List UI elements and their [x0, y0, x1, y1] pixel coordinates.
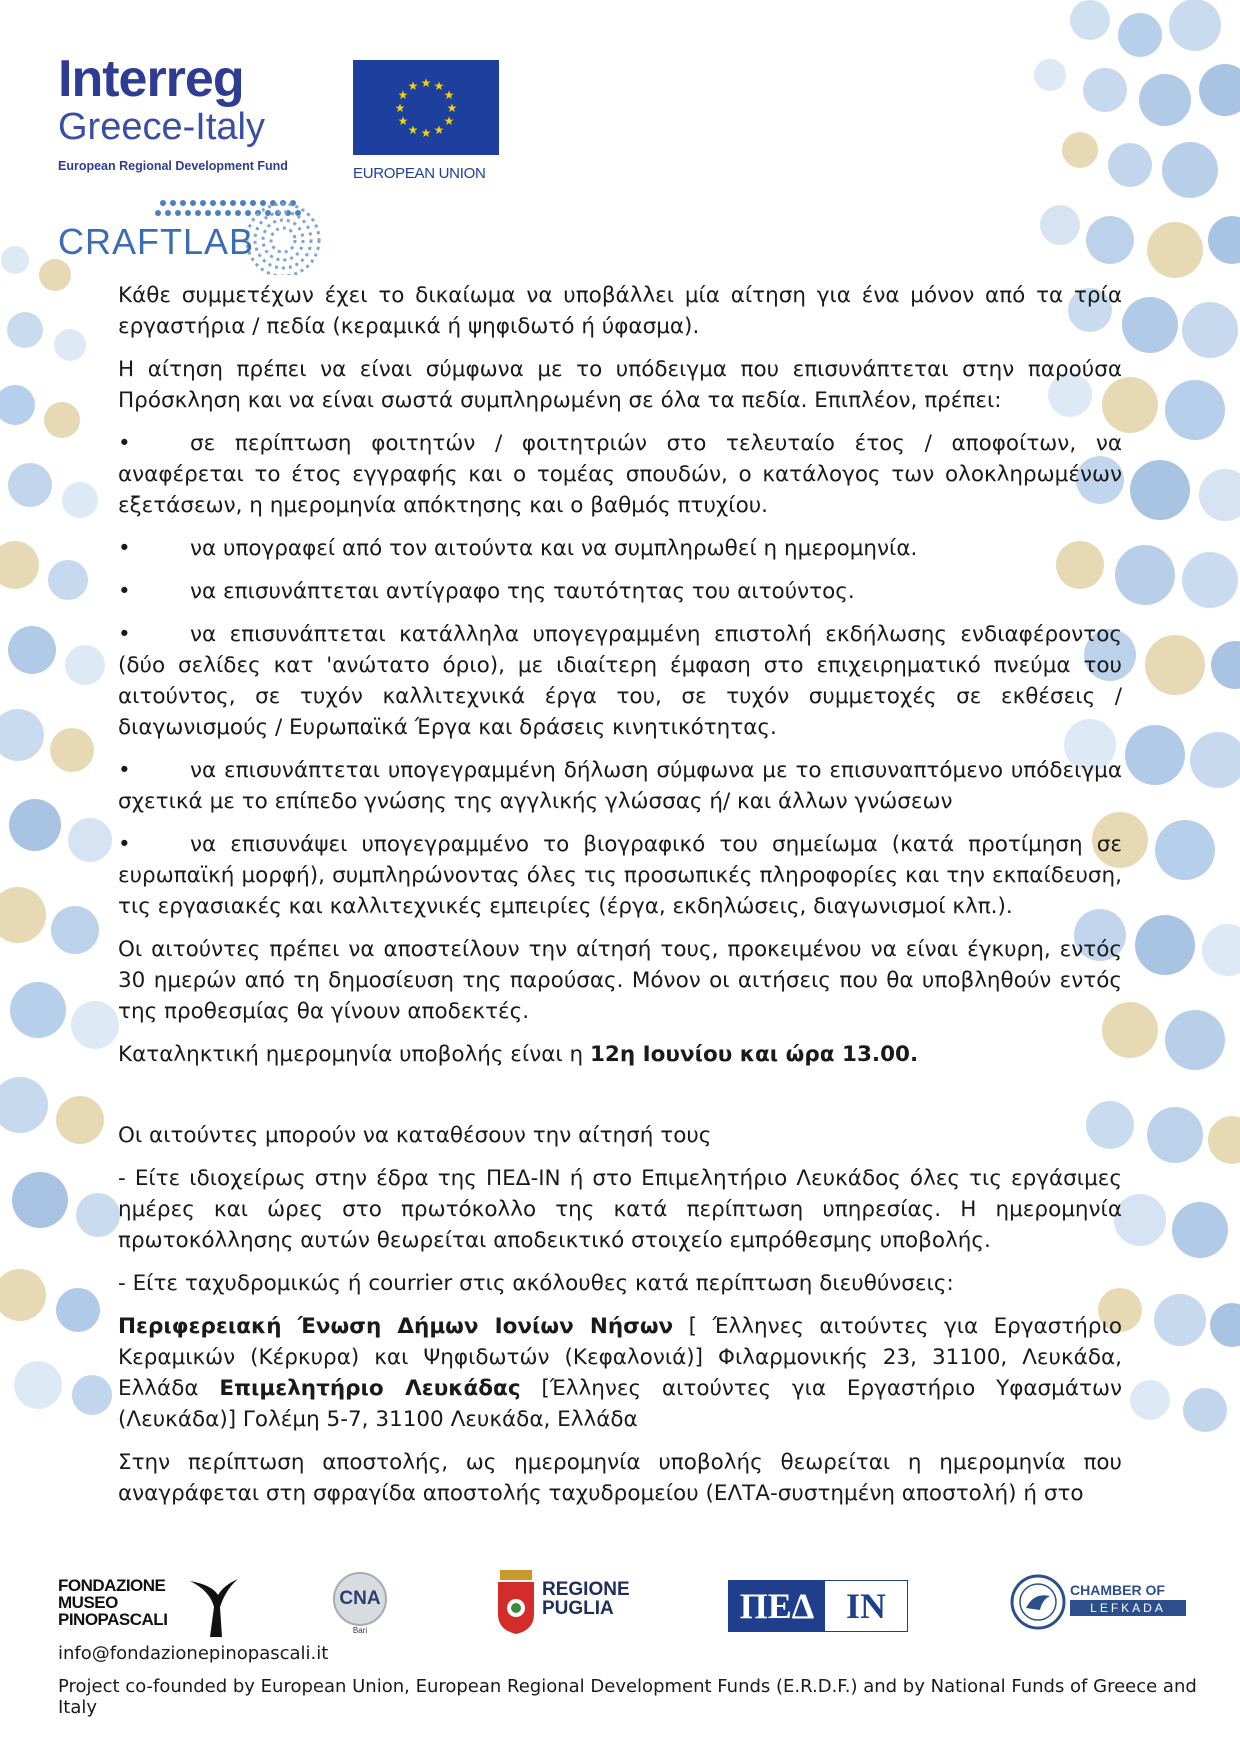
paragraph-addresses — [118, 1311, 1122, 1435]
paragraph-deadline — [118, 1039, 1122, 1070]
ped-in-logo — [728, 1580, 908, 1632]
list-item-text: να επισυνάπτεται κατάλληλα υπογεγραμμένη επιστολή εκδήλωσης ενδιαφέροντος (δύο σελίδες κατ 'ανώτατο όριο), με ιδιαίτερη έμφαση στο επιχειρηματικό πνεύμα του αιτούντος, σε τυχόν καλλιτεχνικά έργα του, σε τυχόν συμμετοχές σε εκθέσεις / διαγωνισμούς / Ευρωπαϊκά Έργα και δράσεις κινητικότητας. — [118, 622, 1122, 740]
list-item — [118, 428, 1122, 521]
list-item — [118, 576, 1122, 607]
address-1-name: Περιφερειακή Ένωση Δήμων Ιονίων Νήσων — [118, 1314, 674, 1339]
address-1-text: [ Έλληνες αιτούντες για Εργαστήριο Κεραμικών (Κέρκυρα) και Ψηφιδωτών (Κεφαλονιά)] Φιλαρμονικής 23, 31100, Λευκάδα, Ελλάδα — [118, 1314, 1122, 1401]
paragraph-submission-methods: Οι αιτούντες μπορούν να καταθέσουν την αίτησή τους — [118, 1123, 712, 1148]
paragraph-postmark: Στην περίπτωση αποστολής, ως ημερομηνία υποβολής θεωρείται η ημερομηνία που αναγράφεται στη σφραγίδα αποστολής ταχυδρομείου (ΕΛΤΑ-συστημένη αποστολή) ή στο — [118, 1450, 1122, 1506]
svg-text:★: ★ — [446, 101, 458, 115]
fondazione-line1: FONDAZIONE — [58, 1576, 166, 1595]
cna-logo — [333, 1572, 393, 1634]
dots-left — [0, 246, 120, 1415]
contact-email[interactable]: info@fondazionepinopascali.it — [58, 1643, 329, 1664]
interreg-logo-title: Interreg — [58, 50, 244, 108]
address-2-name: Επιμελητήριο Λευκάδας — [219, 1376, 521, 1401]
paragraph-by-post: - Είτε ταχυδρομικώς ή courrier στις ακόλουθες κατά περίπτωση διευθύνσεις: — [118, 1271, 954, 1296]
eu-logo-label: EUROPEAN UNION — [353, 165, 486, 182]
eu-flag-icon — [353, 60, 499, 155]
ped-in-right: IN — [845, 1586, 886, 1626]
chamber-line1: CHAMBER OF — [1070, 1582, 1165, 1598]
regione-puglia-logo — [496, 1568, 631, 1638]
svg-text:★: ★ — [397, 114, 409, 128]
fondazione-line2: MUSEO — [58, 1593, 118, 1612]
puglia-line1: REGIONE — [542, 1579, 630, 1600]
bullet: • — [118, 431, 131, 456]
svg-text:★: ★ — [397, 88, 409, 102]
address-2-text: [Έλληνες αιτούντες για Εργαστήριο Υφασμάτων (Λευκάδα)] Γολέμη 5-7, 31100 Λευκάδα, Ελλάδα — [118, 1376, 1122, 1432]
list-item — [118, 829, 1122, 922]
list-item — [118, 755, 1122, 817]
fondazione-line3: PINOPASCALI — [58, 1610, 168, 1629]
paragraph-submission-window: Οι αιτούντες πρέπει να αποστείλουν την αίτησή τους, προκειμένου να είναι έγκυρη, εντός 30 ημερών από τη δημοσίευση της παρούσας. Μόνον οι αιτήσεις που θα υποβληθούν εντός της προθεσμίας θα γίνουν αποδεκτές. — [118, 937, 1122, 1024]
list-item-text: να επισυνάψει υπογεγραμμένο το βιογραφικό του σημείωμα (κατά προτίμηση σε ευρωπαϊκή μορφή), συμπληρώνοντας όλες τις προσωπικές πληροφορίες και την εκπαίδευση, τις εργασιακές και καλλιτεχνικές εμπειρίες (έργα, εκδηλώσεις, διαγωνισμοί κλπ.). — [118, 832, 1122, 919]
svg-text:★: ★ — [433, 123, 445, 137]
svg-text:★: ★ — [420, 76, 432, 90]
list-item-text: σε περίπτωση φοιτητών / φοιτητριών στο τελευταίο έτος / αποφοίτων, να αναφέρεται το έτος εγγραφής και ο τομέας σπουδών, ο κατάλογος των ολοκληρωμένων εξετάσεων, η ημερομηνία απόκτησης και ο βαθμός πτυχίου. — [118, 431, 1122, 518]
svg-text:★: ★ — [443, 114, 455, 128]
paragraph-eligibility: Κάθε συμμετέχων έχει το δικαίωμα να υποβάλλει μία αίτηση για ένα μόνον από τα τρία εργαστήρια / πεδία (κεραμικά ή ψηφιδωτό ή ύφασμα). — [118, 283, 1122, 339]
chamber-lefkada-logo — [1010, 1574, 1186, 1634]
svg-text:★: ★ — [394, 101, 406, 115]
document-body — [118, 280, 1122, 1521]
svg-text:★: ★ — [407, 123, 419, 137]
interreg-logo — [58, 52, 343, 187]
list-item-text: να υπογραφεί από τον αιτούντα και να συμπληρωθεί η ημερομηνία. — [190, 536, 918, 561]
list-item — [118, 533, 1122, 564]
bullet: • — [118, 758, 131, 783]
list-item-text: να επισυνάπτεται υπογεγραμμένη δήλωση σύμφωνα με το επισυναπτόμενο υπόδειγμα σχετικά με το επίπεδο γνώσης της αγγλικής γλώσσας ή/ και άλλων γνώσεων — [118, 758, 1122, 814]
cna-logo-city: Bari — [352, 1626, 368, 1635]
svg-text:★: ★ — [407, 79, 419, 93]
list-item — [118, 619, 1122, 743]
bullet: • — [118, 579, 131, 604]
cofunding-statement: Project co-founded by European Union, European Regional Development Funds (E.R.D.F.) and by National Funds of Greece and Italy — [58, 1676, 1197, 1718]
eu-logo — [353, 60, 499, 185]
svg-text:★: ★ — [443, 88, 455, 102]
craftlab-logo — [58, 195, 328, 275]
bullet: • — [118, 536, 131, 561]
svg-text:★: ★ — [433, 79, 445, 93]
deadline-label: Καταληκτική ημερομηνία υποβολής είναι η — [118, 1042, 590, 1067]
cna-logo-text: CNA — [339, 1588, 381, 1609]
list-item-text: να επισυνάπτεται αντίγραφο της ταυτότητας του αιτούντος. — [190, 579, 855, 604]
puglia-crest-icon — [496, 1568, 536, 1634]
craftlab-logo-text: CRAFTLAB — [58, 221, 255, 262]
paragraph-requirements-intro: Η αίτηση πρέπει να είναι σύμφωνα με το υπόδειγμα που επισυνάπτεται στην παρούσα Πρόσκληση και να είναι σωστά συμπληρωμένη σε όλα τα πεδία. Επιπλέον, πρέπει: — [118, 357, 1122, 413]
ped-in-left: ΠΕΔ — [729, 1581, 825, 1631]
chamber-line2: LEFKADA — [1070, 1600, 1186, 1616]
bullet: • — [118, 622, 131, 647]
chamber-seal-icon — [1010, 1574, 1066, 1630]
puglia-line2: PUGLIA — [542, 1598, 614, 1619]
bullet: • — [118, 832, 131, 857]
interreg-logo-subtitle: Greece-Italy — [58, 106, 265, 148]
whale-tail-icon — [188, 1577, 240, 1639]
interreg-logo-fund: European Regional Development Fund — [58, 159, 288, 173]
deadline-date: 12η Ιουνίου και ώρα 13.00. — [589, 1042, 919, 1067]
svg-text:★: ★ — [420, 126, 432, 140]
paragraph-in-person: - Είτε ιδιοχείρως στην έδρα της ΠΕΔ-ΙΝ ή στο Επιμελητήριο Λευκάδος όλες τις εργάσιμες ημέρες και ώρες στο πρωτόκολλο της κατά περίπτωση υπηρεσίας. Η ημερομηνία πρωτοκόλλησης αυτών θεωρείται αποδεικτικό στοιχείο εμπρόθεσμης υποβολής. — [118, 1166, 1122, 1253]
fondazione-logo — [58, 1577, 238, 1647]
